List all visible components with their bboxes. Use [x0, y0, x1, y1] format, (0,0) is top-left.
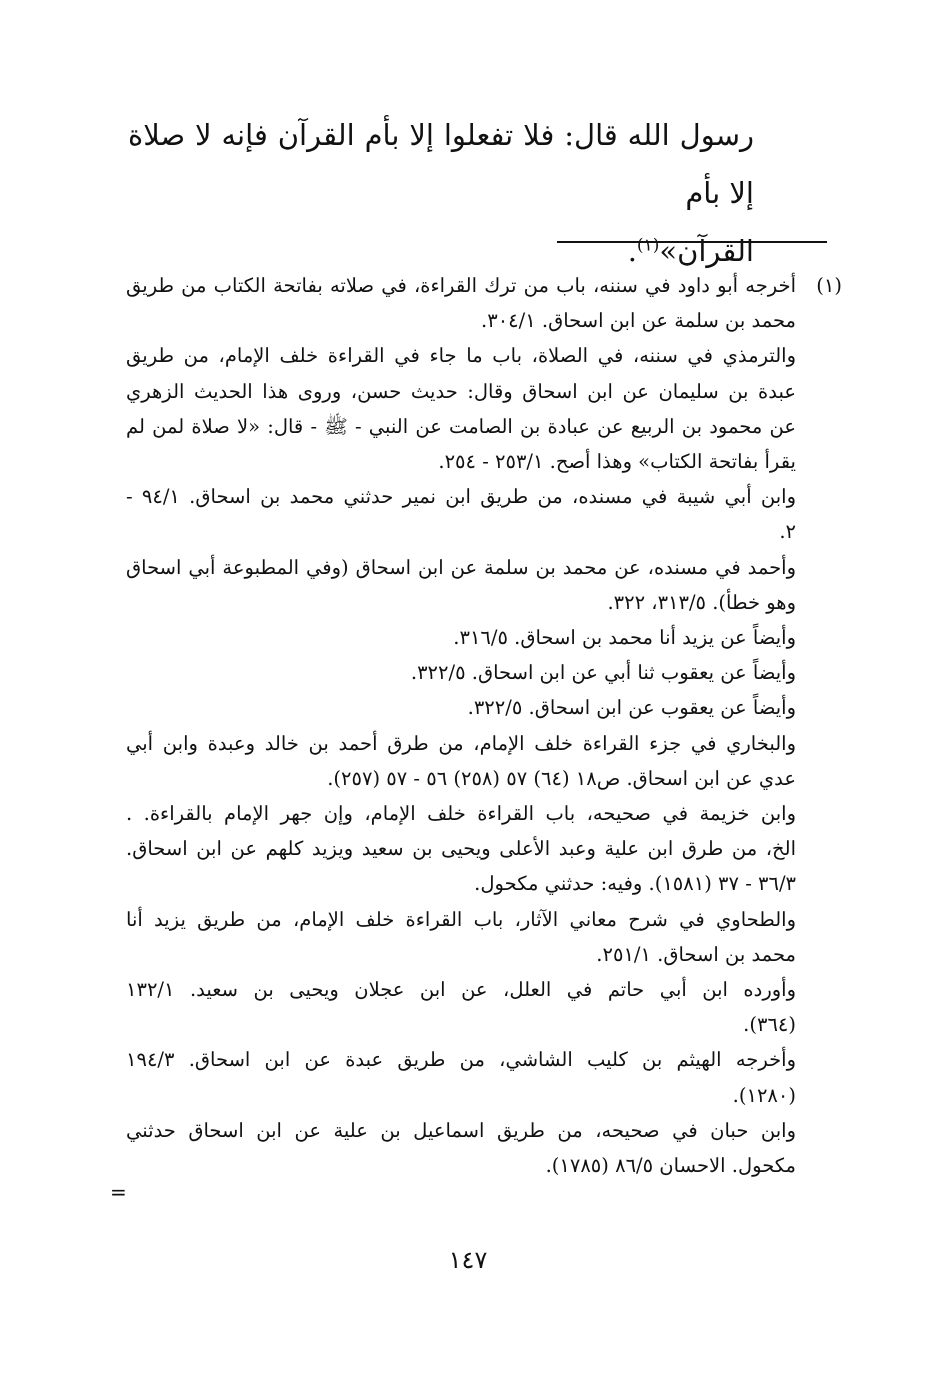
footnote-line: وأخرجه الهيثم بن كليب الشاشي، من طريق عبدة عن ابن اسحاق. ١٩٤/٣: [126, 1048, 796, 1072]
footnote-line: مكحول. الاحسان ٨٦/٥ (١٧٨٥).: [545, 1154, 796, 1178]
footnotes-section: [126, 268, 796, 1183]
footnote-paragraph: [126, 268, 796, 338]
footnote-paragraph: [126, 690, 796, 725]
footnote-paragraph: [126, 1113, 796, 1183]
continuation-mark: =: [110, 1180, 127, 1204]
main-text-line-2-end: .: [627, 234, 637, 268]
footnote-paragraph: [126, 550, 796, 620]
footnote-line: الخ، من طرق ابن علية وعبد الأعلى ويحيى بن سعيد ويزيد كلهم عن ابن اسحاق.: [126, 837, 796, 861]
footnote-line: محمد بن اسحاق. ٢٥١/١.: [596, 942, 796, 966]
main-text-line-2: القرآن»: [659, 234, 754, 268]
footnote-line: وأيضاً عن يعقوب عن ابن اسحاق. ٣٢٢/٥.: [467, 696, 796, 720]
footnote-paragraph: [126, 620, 796, 655]
footnote-paragraph: [126, 479, 796, 549]
footnote-paragraph: [126, 338, 796, 479]
main-text: [128, 106, 754, 280]
footnote-line: وهو خطأ). ٣١٣/٥، ٣٢٢.: [607, 590, 796, 614]
footnote-line: وابن خزيمة في صحيحه، باب القراءة خلف الإمام، وإن جهر الإمام بالقراءة. .: [126, 802, 796, 826]
footnote-line: (١٢٨٠).: [732, 1083, 796, 1107]
footnote-line: والطحاوي في شرح معاني الآثار، باب القراءة خلف الإمام، من طريق يزيد أنا: [126, 907, 796, 931]
footnote-paragraph: [126, 726, 796, 796]
footnote-line: والبخاري في جزء القراءة خلف الإمام، من طرق أحمد بن خالد وعبدة وابن أبي: [126, 731, 796, 755]
footnote-paragraph: [126, 1042, 796, 1112]
footnote-reference[interactable]: (١): [636, 235, 660, 256]
footnote-line: أخرجه أبو داود في سننه، باب من ترك القراءة، في صلاته بفاتحة الكتاب من طريق: [126, 274, 796, 297]
footnote-line: وأورده ابن أبي حاتم في العلل، عن ابن عجلان ويحيى بن سعيد. ١٣٢/١: [126, 978, 796, 1002]
footnote-paragraph: [126, 796, 796, 902]
footnote-line: محمد بن سلمة عن ابن اسحاق. ٣٠٤/١.: [481, 309, 796, 333]
page-number: ١٤٧: [448, 1246, 488, 1274]
footnote-line: عبدة بن سليمان عن ابن اسحاق وقال: حديث حسن، وروى هذا الحديث الزهري: [126, 379, 796, 403]
footnote-line: ٣٦/٣ - ٣٧ (١٥٨١). وفيه: حدثني مكحول.: [474, 872, 796, 896]
footnote-line: يقرأ بفاتحة الكتاب» وهذا أصح. ٢٥٣/١ - ٢٥٤.: [438, 450, 796, 474]
footnote-line: ٢.: [779, 520, 796, 544]
footnote-line: وابن حبان في صحيحه، من طريق اسماعيل بن علية عن ابن اسحاق حدثني: [126, 1118, 796, 1142]
footnote-paragraph: [126, 655, 796, 690]
footnote-line: عدي عن ابن اسحاق. ص١٨ (٦٤) ٥٧ (٢٥٨) ٥٦ - ٥٧ (٢٥٧).: [327, 766, 796, 790]
footnote-line: (٣٦٤).: [743, 1013, 796, 1037]
footnote-line: والترمذي في سننه، في الصلاة، باب ما جاء في القراءة خلف الإمام، من طريق: [126, 344, 796, 368]
footnote-line: وأحمد في مسنده، عن محمد بن سلمة عن ابن اسحاق (وفي المطبوعة أبي اسحاق: [126, 555, 796, 579]
footnote-line: وابن أبي شيبة في مسنده، من طريق ابن نمير حدثني محمد بن اسحاق. ٩٤/١ -: [126, 485, 797, 509]
footnote-number: (١): [816, 274, 842, 297]
footnote-paragraph: [126, 972, 796, 1042]
footnote-line: وأيضاً عن يعقوب ثنا أبي عن ابن اسحاق. ٣٢٢/٥.: [410, 661, 796, 685]
footnote-separator: [557, 241, 827, 243]
main-text-line-1: رسول الله قال: فلا تفعلوا إلا بأم القرآن فإنه لا صلاة إلا بأم: [128, 118, 754, 210]
footnote-line: وأيضاً عن يزيد أنا محمد بن اسحاق. ٣١٦/٥.: [453, 626, 796, 650]
footnote-line: عن محمود بن الربيع عن عبادة بن الصامت عن النبي - ﷺ - قال: «لا صلاة لمن لم: [126, 414, 796, 438]
footnote-paragraph: [126, 902, 796, 972]
